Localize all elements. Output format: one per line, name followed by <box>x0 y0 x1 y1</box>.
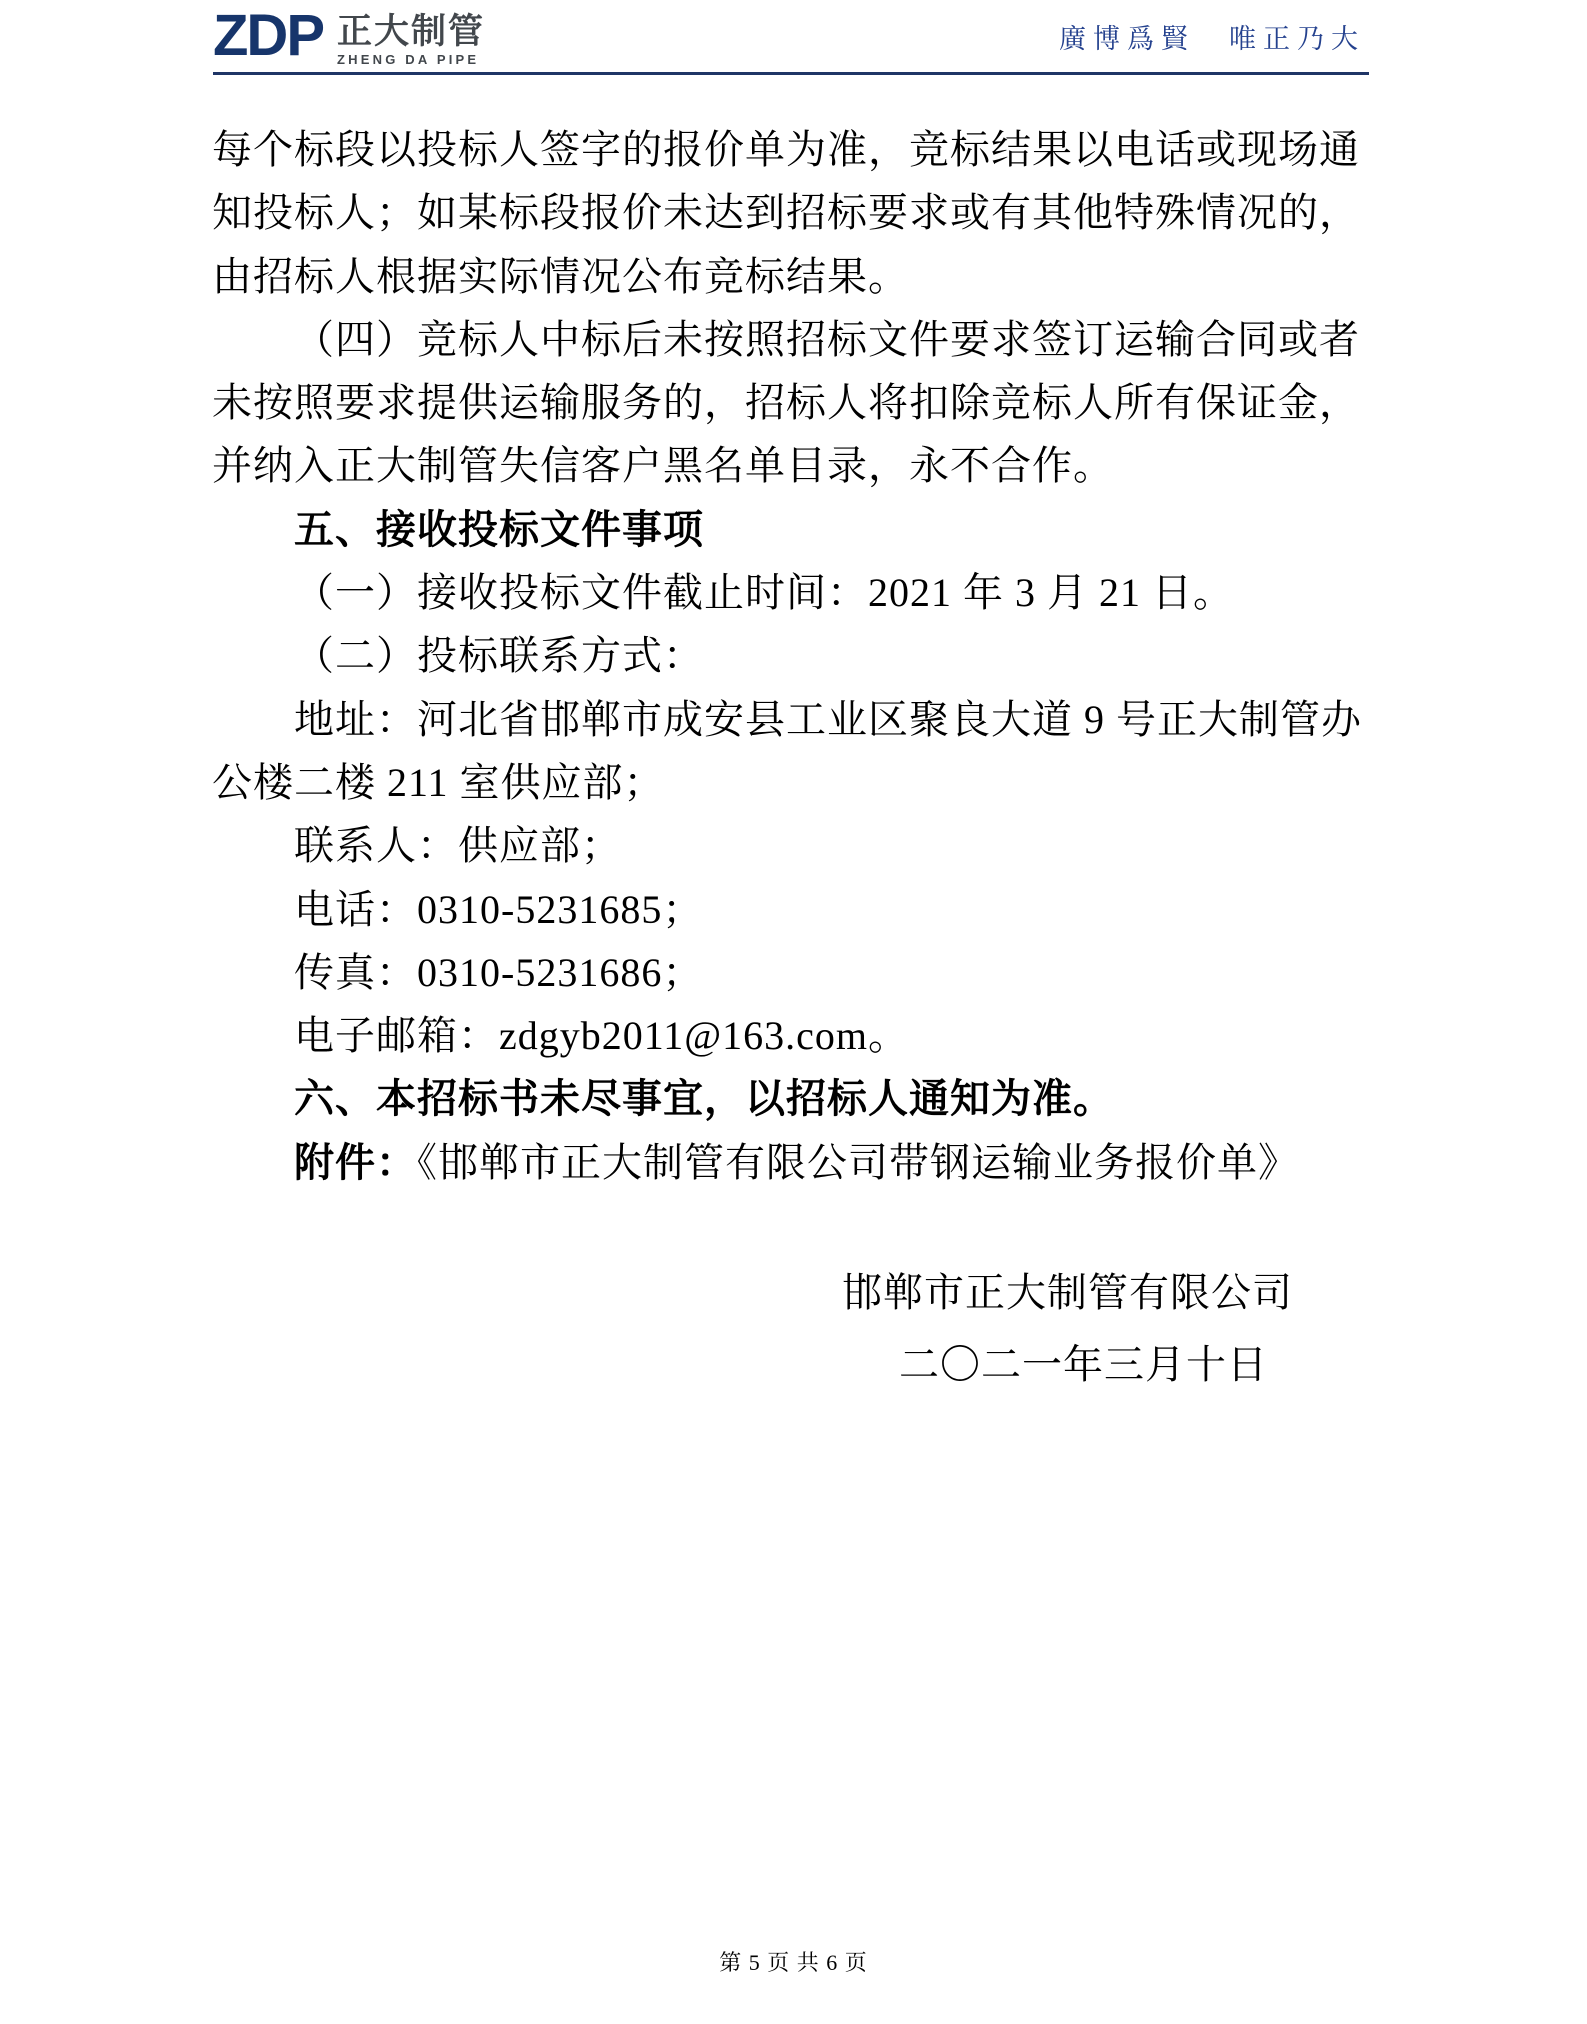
text-line: 由招标人根据实际情况公布竞标结果。 <box>212 253 909 299</box>
signature-company: 邯郸市正大制管有限公司 <box>842 1270 1293 1315</box>
text-line: （四）竞标人中标后未按照招标文件要求签订运输合同或者 <box>294 316 1360 362</box>
text-line: 传真：0310-5231686； <box>294 949 704 995</box>
text-segment: 附件： <box>294 1139 417 1185</box>
text-line: 五、接收投标文件事项 <box>294 506 704 552</box>
signature-date: 二〇二一年三月十日 <box>899 1342 1268 1387</box>
zdp-logo-mark: ZDP <box>213 3 323 68</box>
logo-company-name-cn: 正大制管 <box>337 12 486 51</box>
company-slogan: 廣博爲賢 唯正乃大 <box>1059 24 1365 54</box>
text-line: （一）接收投标文件截止时间：2021 年 3 月 21 日。 <box>294 570 1234 616</box>
logo-wordmark <box>337 14 485 66</box>
text-line: 未按照要求提供运输服务的，招标人将扣除竞标人所有保证金， <box>212 380 1360 426</box>
text-line: 电话：0310-5231685； <box>294 886 704 932</box>
document-body <box>212 118 1382 1194</box>
text-line: 电子邮箱：zdgyb2011@163.com。 <box>294 1013 909 1059</box>
signature-block <box>842 1261 1293 1396</box>
text-line: 并纳入正大制管失信客户黑名单目录，永不合作。 <box>212 443 1114 489</box>
text-line: 公楼二楼 211 室供应部； <box>212 759 665 805</box>
text-line: 六、本招标书未尽事宜，以招标人通知为准。 <box>294 1076 1114 1122</box>
text-line <box>212 1131 1382 1194</box>
text-line: 知投标人；如某标段报价未达到招标要求或有其他特殊情况的， <box>212 190 1360 236</box>
text-line: 联系人：供应部； <box>294 823 622 869</box>
text-segment: 《邯郸市正大制管有限公司带钢运输业务报价单》 <box>417 1139 1299 1185</box>
header-divider <box>213 72 1369 75</box>
page-footer <box>0 1946 1587 1977</box>
logo-company-name-en: ZHENG DA PIPE <box>337 52 480 67</box>
company-logo <box>213 3 486 68</box>
text-line: 地址：河北省邯郸市成安县工业区聚良大道 9 号正大制管办 <box>294 696 1362 742</box>
text-line: （二）投标联系方式： <box>294 633 704 679</box>
text-line: 每个标段以投标人签字的报价单为准，竞标结果以电话或现场通 <box>212 127 1360 172</box>
page-number: 第 5 页 共 6 页 <box>719 1950 868 1975</box>
